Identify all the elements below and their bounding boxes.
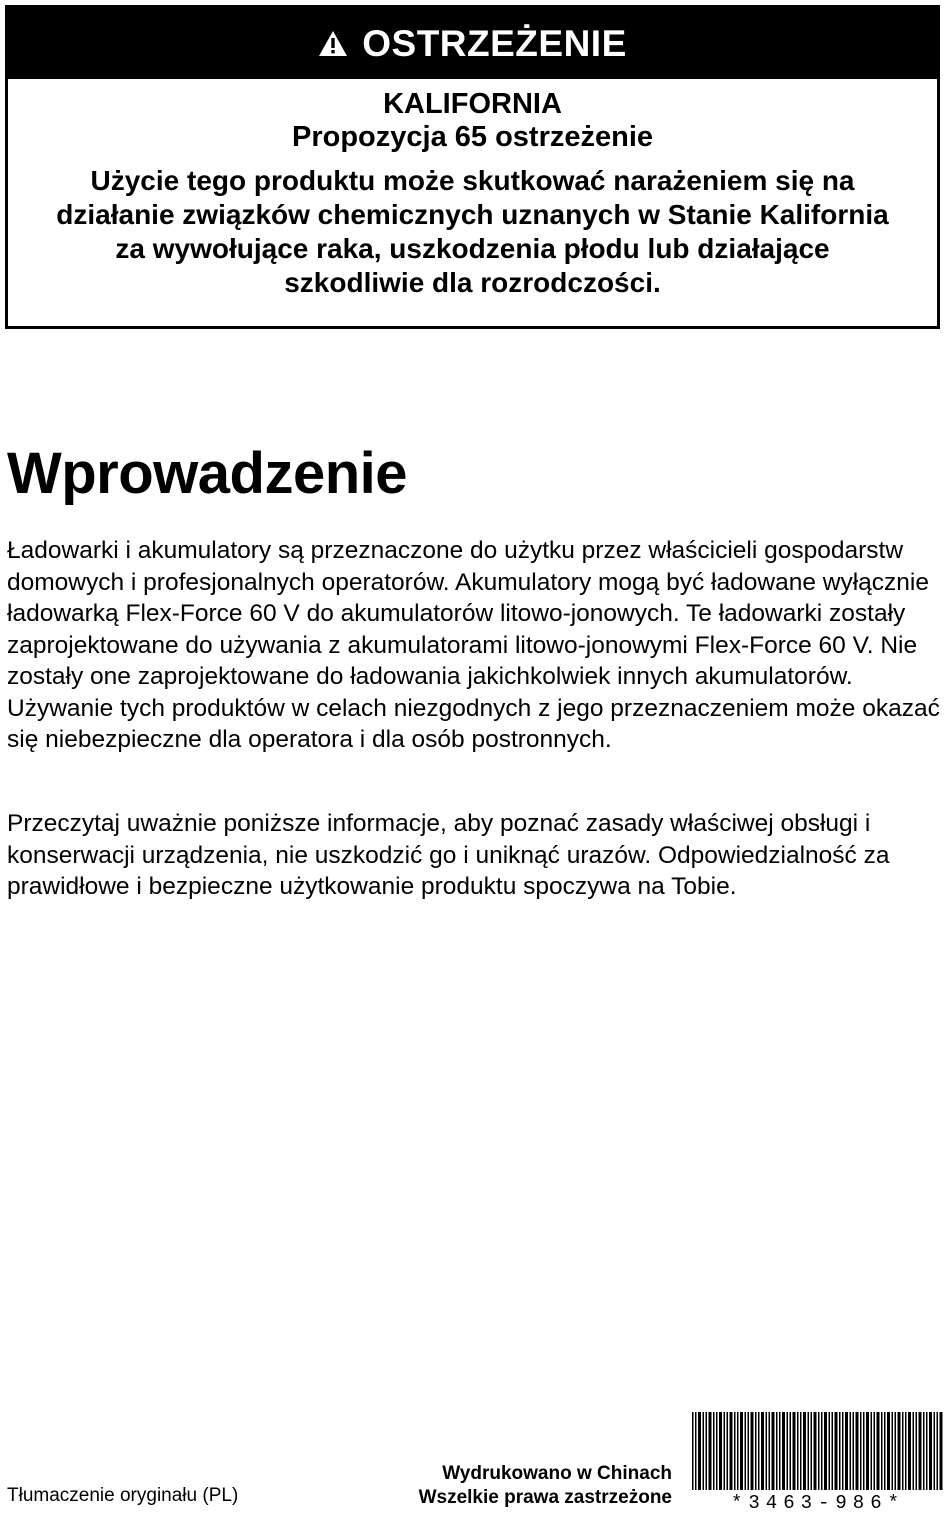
barcode-bar bbox=[929, 1412, 932, 1490]
barcode-number: *3463-986* bbox=[730, 1492, 906, 1514]
barcode-bar bbox=[745, 1412, 747, 1490]
barcode-bar bbox=[871, 1412, 873, 1490]
barcode-bar bbox=[782, 1412, 785, 1490]
intro-paragraph-2: Przeczytaj uważnie poniższe informacje, aby poznać zasady właściwej obsługi i konserwacji urządzenia, nie uszkodzić go i uniknąć urazów. Odpowiedzialność za prawidłowe i bezpieczne użytkowanie produktu spoczywa na Tobie. bbox=[7, 810, 890, 900]
barcode-bar bbox=[808, 1412, 810, 1490]
barcode-bar bbox=[842, 1412, 844, 1490]
barcode-bar bbox=[761, 1412, 764, 1490]
barcode-bar bbox=[818, 1412, 820, 1490]
barcode-bar bbox=[698, 1412, 701, 1490]
barcode-bar bbox=[832, 1412, 834, 1490]
barcode-bar bbox=[695, 1412, 697, 1490]
barcode-bar bbox=[853, 1412, 855, 1490]
barcode-bar bbox=[892, 1412, 894, 1490]
barcode-bar bbox=[755, 1412, 757, 1490]
barcode-bar bbox=[856, 1412, 859, 1490]
warning-box bbox=[5, 5, 940, 329]
barcode-bar bbox=[790, 1412, 792, 1490]
barcode-bar bbox=[839, 1412, 841, 1490]
printed-in: Wydrukowano w Chinach bbox=[442, 1463, 672, 1484]
barcode-bar bbox=[860, 1412, 862, 1490]
barcode-bar bbox=[751, 1412, 754, 1490]
rights-note: Wszelkie prawa zastrzeżone bbox=[418, 1487, 672, 1508]
barcode-bar bbox=[692, 1412, 694, 1490]
warning-region: KALIFORNIA bbox=[383, 88, 562, 120]
barcode-bar bbox=[740, 1412, 743, 1490]
barcode-bar bbox=[769, 1412, 771, 1490]
barcode-bar bbox=[776, 1412, 778, 1490]
barcode-bar bbox=[787, 1412, 789, 1490]
barcode-bar bbox=[887, 1412, 890, 1490]
barcode-bar bbox=[835, 1412, 838, 1490]
barcode-bar bbox=[824, 1412, 827, 1490]
barcode-bar bbox=[709, 1412, 712, 1490]
barcode-bar bbox=[716, 1412, 718, 1490]
barcode-bar bbox=[895, 1412, 897, 1490]
barcode-bar bbox=[845, 1412, 848, 1490]
barcode-bar bbox=[703, 1412, 705, 1490]
barcode bbox=[692, 1412, 944, 1514]
barcode-bar bbox=[863, 1412, 865, 1490]
barcode-bar bbox=[793, 1412, 796, 1490]
barcode-bar bbox=[916, 1412, 918, 1490]
barcode-bar bbox=[874, 1412, 876, 1490]
barcode-bar bbox=[734, 1412, 736, 1490]
barcode-bar bbox=[821, 1412, 823, 1490]
barcode-bar bbox=[737, 1412, 739, 1490]
warning-proposition: Propozycja 65 ostrzeżenie bbox=[291, 121, 654, 153]
warning-header bbox=[8, 8, 937, 79]
barcode-bar bbox=[850, 1412, 852, 1490]
barcode-bar bbox=[877, 1412, 880, 1490]
barcode-bar bbox=[814, 1412, 817, 1490]
barcode-bar bbox=[713, 1412, 715, 1490]
barcode-bar bbox=[881, 1412, 883, 1490]
barcode-bar bbox=[934, 1412, 936, 1490]
intro-paragraph-1: Ładowarki i akumulatory są przeznaczone do użytku przez właścicieli gospodarstw domowych i profesjonalnych operatorów. Akumulatory mogą być ładowane wyłącznie ładowarką Flex-Force 60 V do akumulatorów litowo-jonowych. Te ładowarki zostały zaprojektowane do używania z akumulatorami litowo-jonowymi Flex-Force 60 V. Nie zostały one zaprojektowane do ładowania jakichkolwiek innych akumulatorów. Używanie tych produktów w celach niezgodnych z jego przeznaczeniem może okazać się niebezpieczne dla operatora i dla osób postronnych. bbox=[7, 537, 940, 753]
warning-text: Użycie tego produktu może skutkować narażeniem się na działanie związków chemicznych uznanych w Stanie Kalifornia za wywołujące raka, uszkodzenia płodu lub działające szkodliwie dla rozrodczości. bbox=[56, 165, 889, 298]
warning-title: OSTRZEŻENIE bbox=[362, 22, 627, 64]
barcode-bar bbox=[748, 1412, 750, 1490]
barcode-bar bbox=[766, 1412, 768, 1490]
barcode-bar bbox=[797, 1412, 799, 1490]
barcode-bar bbox=[866, 1412, 869, 1490]
section-heading: Wprowadzenie bbox=[7, 441, 408, 506]
barcode-bar bbox=[779, 1412, 781, 1490]
barcode-bar bbox=[829, 1412, 831, 1490]
barcode-bar bbox=[803, 1412, 806, 1490]
barcode-bar bbox=[719, 1412, 722, 1490]
barcode-bar bbox=[908, 1412, 911, 1490]
barcode-bar bbox=[706, 1412, 708, 1490]
barcode-bar bbox=[758, 1412, 760, 1490]
barcode-bar bbox=[884, 1412, 886, 1490]
barcode-bar bbox=[727, 1412, 729, 1490]
barcode-bar bbox=[898, 1412, 901, 1490]
warning-triangle-icon bbox=[318, 30, 348, 57]
warning-body bbox=[8, 88, 937, 300]
barcode-bar bbox=[772, 1412, 775, 1490]
barcode-bar bbox=[730, 1412, 733, 1490]
barcode-bars bbox=[692, 1412, 944, 1490]
barcode-bar bbox=[913, 1412, 915, 1490]
barcode-bar bbox=[919, 1412, 922, 1490]
barcode-bar bbox=[724, 1412, 726, 1490]
barcode-bar bbox=[811, 1412, 813, 1490]
barcode-bar bbox=[926, 1412, 928, 1490]
barcode-bar bbox=[905, 1412, 907, 1490]
print-info bbox=[360, 1462, 672, 1510]
barcode-bar bbox=[902, 1412, 904, 1490]
barcode-bar bbox=[800, 1412, 802, 1490]
barcode-bar bbox=[923, 1412, 925, 1490]
barcode-bar bbox=[940, 1412, 943, 1490]
translation-note: Tłumaczenie oryginału (PL) bbox=[7, 1485, 239, 1506]
barcode-bar bbox=[937, 1412, 939, 1490]
